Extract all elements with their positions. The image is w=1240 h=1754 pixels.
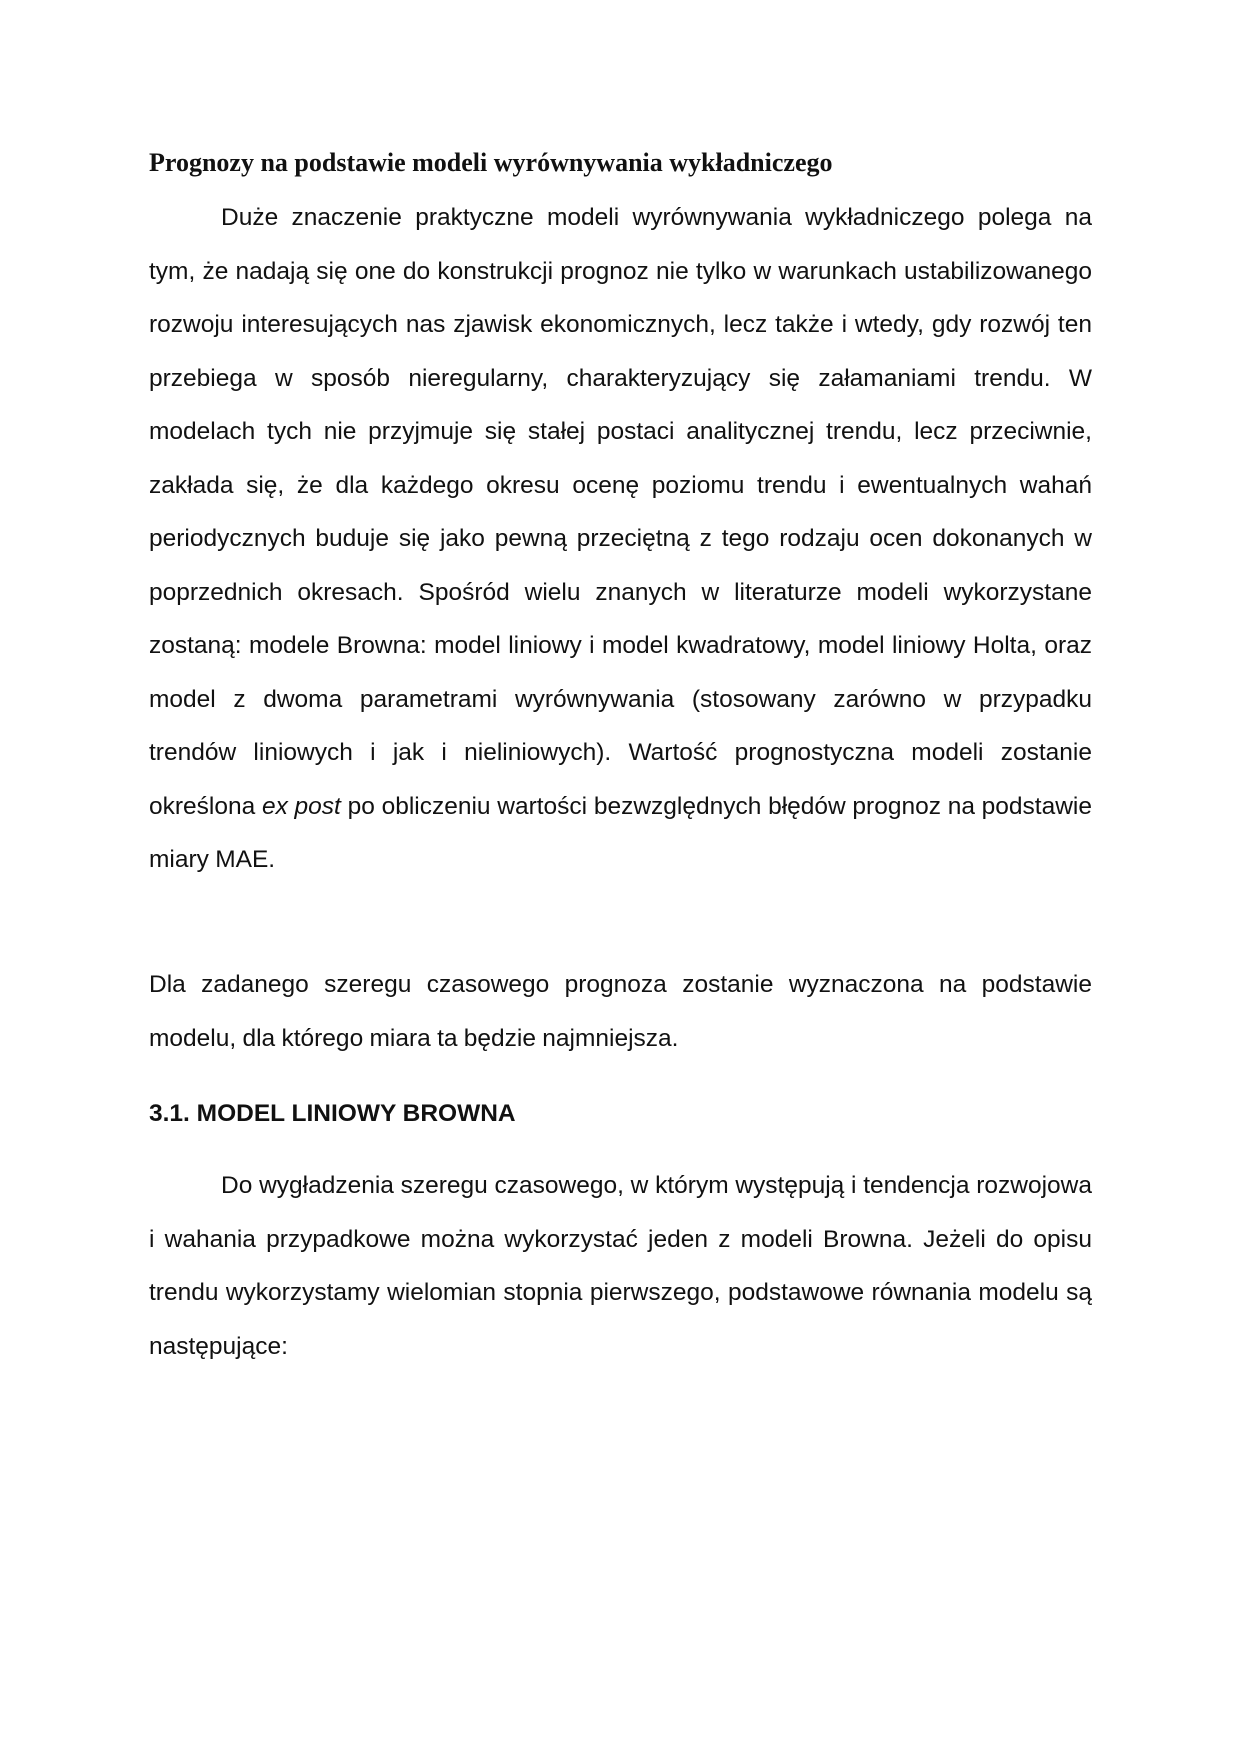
- paragraph-text: Duże znaczenie praktyczne modeli wyrównywania wykładniczego polega na tym, że nadają się one do konstrukcji prognoz nie tylko w warunkach ustabilizowanego rozwoju interesujących nas zjawisk ekonomicznych, lecz także i wtedy, gdy rozwój ten przebiega w sposób nieregularny, charakteryzujący się załamaniami trendu. W modelach tych nie przyjmuje się stałej postaci analitycznej trendu, lecz przeciwnie, zakłada się, że dla każdego okresu ocenę poziomu trendu i ewentualnych wahań periodycznych buduje się jako pewną przeciętną z tego rodzaju ocen dokonanych w poprzednich okresach. Spośród wielu znanych w literaturze modeli wykorzystane zostaną: modele Browna: model liniowy i model kwadratowy, model liniowy Holta, oraz model z dwoma parametrami wyrównywania (stosowany zarówno w przypadku trendów liniowych i jak i nieliniowych). Wartość prognostyczna modeli zostanie określona: [149, 204, 1092, 820]
- italic-term-ex-post: ex post: [261, 792, 341, 820]
- paragraph-exponential-smoothing-intro: [149, 191, 1092, 887]
- paragraph-brown-linear-model: Do wygładzenia szeregu czasowego, w którym występują i tendencja rozwojowa i wahania przypadkowe można wykorzystać jeden z modeli Browna. Jeżeli do opisu trendu wykorzystamy wielomian stopnia pierwszego, podstawowe równania modelu są następujące:: [149, 1172, 1092, 1360]
- paragraph-forecast-selection: Dla zadanego szeregu czasowego prognoza zostanie wyznaczona na podstawie modelu, dla którego miara ta będzie najmniejsza.: [149, 971, 1092, 1052]
- document-title: Prognozy na podstawie modeli wyrównywania wykładniczego: [149, 148, 833, 177]
- section-heading: 3.1. MODEL LINIOWY BROWNA: [149, 1100, 516, 1127]
- paragraph-text: po obliczeniu wartości bezwzględnych błędów prognoz na podstawie miary MAE.: [149, 792, 1092, 873]
